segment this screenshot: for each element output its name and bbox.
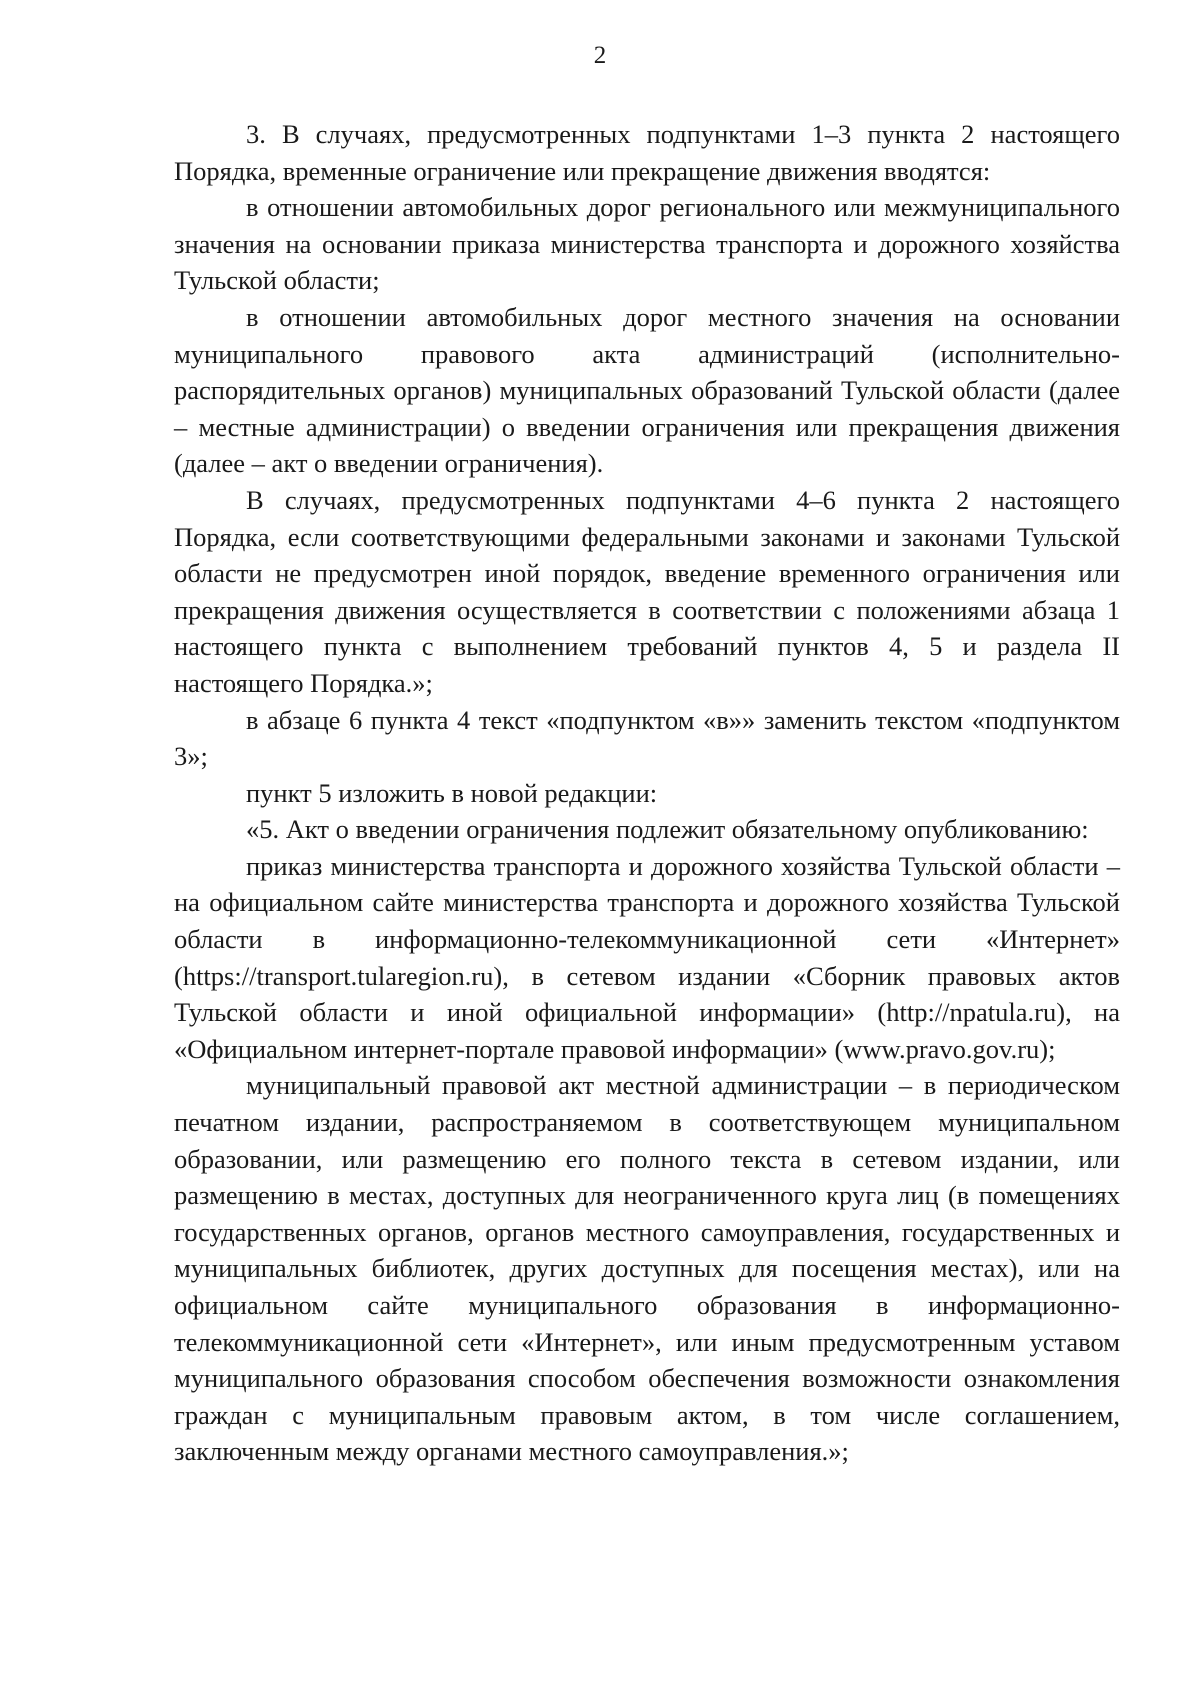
paragraph-ministry-publication: приказ министерства транспорта и дорожного хозяйства Тульской области – на официальном сайте министерства транспорта и дорожного хозяйства Тульской области в информационно-телекоммуникационной сети «Интернет» (https://transport.tularegion.ru), в сетевом издании «Сборник правовых актов Тульской области и иной официальной информации» (http://npatula.ru), на «Официальном интернет-портале правовой информации» (www.pravo.gov.ru); — [174, 850, 1120, 1064]
document-body — [174, 116, 1120, 1470]
page-number: 2 — [593, 42, 607, 69]
paragraph-item-5-intro: пункт 5 изложить в новой редакции: — [246, 777, 658, 808]
paragraph-municipal-publication: муниципальный правовой акт местной администрации – в периодическом печатном издании, распространяемом в соответствующем муниципальном образовании, или размещению его полного текста в сетевом издании, или размещению в местах, доступных для неограниченного круга лиц (в помещениях государственных органов, органов местного самоуправления, государственных и муниципальных библиотек, других доступных для посещения местах), или на официальном сайте муниципального образования в информационно-телекоммуникационной сети «Интернет», или иным предусмотренным уставом муниципального образования способом обеспечения возможности ознакомления граждан с муниципальным правовым актом, в том числе соглашением, заключенным между органами местного самоуправления.»; — [174, 1070, 1120, 1467]
paragraph-item-3: 3. В случаях, предусмотренных подпунктами 1–3 пункта 2 настоящего Порядка, временные ограничение или прекращение движения вводятся: — [174, 119, 1120, 186]
paragraph-local-roads: в отношении автомобильных дорог местного значения на основании муниципального правового акта администраций (исполнительно-распорядительных органов) муниципальных образований Тульской области (далее – местные администрации) о введении ограничения или прекращения движения (далее – акт о введении ограничения). — [174, 301, 1120, 479]
paragraph-regional-roads: в отношении автомобильных дорог регионального или межмуниципального значения на основании приказа министерства транспорта и дорожного хозяйства Тульской области; — [174, 192, 1120, 296]
paragraph-cases-4-6: В случаях, предусмотренных подпунктами 4–6 пункта 2 настоящего Порядка, если соответствующими федеральными законами и законами Тульской области не предусмотрен иной порядок, введение временного ограничения или прекращения движения осуществляется в соответствии с положениями абзаца 1 настоящего пункта с выполнением требований пунктов 4, 5 и раздела II настоящего Порядка.»; — [174, 484, 1120, 698]
paragraph-item-4-amendment: в абзаце 6 пункта 4 текст «подпунктом «в»» заменить текстом «подпунктом 3»; — [174, 704, 1120, 772]
paragraph-item-5-text: «5. Акт о введении ограничения подлежит обязательному опубликованию: — [246, 814, 1089, 845]
